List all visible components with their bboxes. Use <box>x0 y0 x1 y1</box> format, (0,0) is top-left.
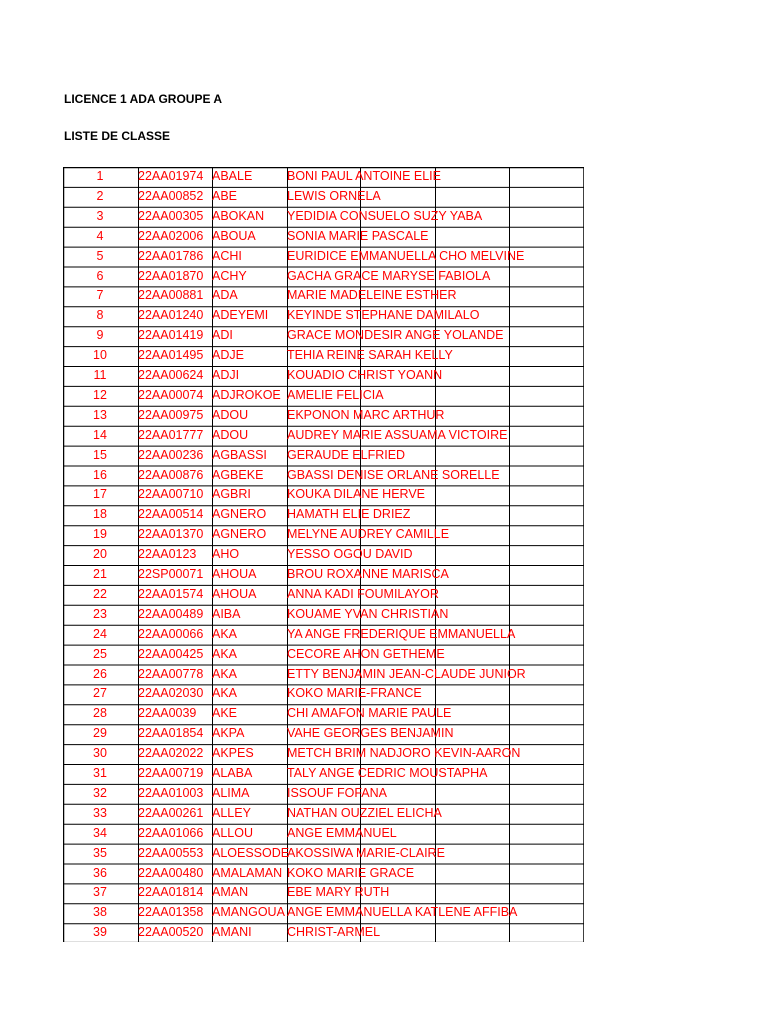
cell-matricule: 22AA01240 <box>138 308 204 323</box>
cell-number: 3 <box>96 208 104 223</box>
table-row <box>63 565 584 585</box>
cell-matricule: 22AA01066 <box>138 825 204 840</box>
cell-number: 4 <box>96 228 104 243</box>
table-row <box>63 286 584 306</box>
table-row <box>63 426 584 446</box>
table-row <box>63 804 584 824</box>
table-row <box>63 247 584 267</box>
cell-nom: ABE <box>212 188 238 203</box>
cell-matricule: 22AA01814 <box>138 885 204 900</box>
cell-number: 10 <box>93 348 107 363</box>
cell-nom: AHO <box>212 547 240 562</box>
cell-number: 6 <box>96 268 104 283</box>
cell-matricule: 22AA01777 <box>138 427 204 442</box>
cell-nom: AGBEKE <box>212 467 264 482</box>
document-subtitle: LISTE DE CLASSE <box>64 129 171 143</box>
cell-nom: ACHI <box>212 248 242 263</box>
cell-number: 36 <box>93 865 107 880</box>
cell-number: 11 <box>93 368 107 382</box>
cell-number: 9 <box>96 328 104 343</box>
cell-nom: ADEYEMI <box>212 308 269 323</box>
cell-matricule: 22AA00514 <box>138 507 204 522</box>
cell-matricule: 22AA01370 <box>138 527 204 542</box>
cell-matricule: 22AA00305 <box>138 208 204 223</box>
cell-nom: ABOUA <box>212 228 256 243</box>
cell-nom: ADOU <box>212 427 249 442</box>
cell-matricule: 22AA00710 <box>138 487 204 502</box>
cell-number: 29 <box>93 726 107 741</box>
cell-nom: AMANGOUA <box>212 905 285 920</box>
cell-nom: AKA <box>212 626 238 641</box>
cell-prenoms: MELYNE AUDREY CAMILLE <box>287 527 450 542</box>
cell-number: 22 <box>93 586 107 601</box>
cell-number: 20 <box>93 547 107 562</box>
cell-number: 16 <box>93 467 107 482</box>
cell-matricule: 22AA00881 <box>138 288 204 303</box>
cell-prenoms: GRACE MONDESIR ANGE YOLANDE <box>287 328 504 343</box>
cell-prenoms: HAMATH ELIE DRIEZ <box>287 507 411 522</box>
cell-prenoms: ANGE EMMANUELLA KATLENE AFFIBA <box>287 905 518 920</box>
table-row <box>63 724 584 744</box>
cell-matricule: 22AA01974 <box>138 169 204 183</box>
table-row <box>63 167 584 187</box>
cell-nom: AGNERO <box>212 507 267 522</box>
cell-matricule: 22AA00852 <box>138 188 204 203</box>
cell-nom: ABOKAN <box>212 208 265 223</box>
table-row <box>63 665 584 685</box>
cell-nom: AKE <box>212 706 238 721</box>
cell-number: 2 <box>96 188 104 203</box>
cell-prenoms: GBASSI DENISE ORLANE SORELLE <box>287 467 500 482</box>
cell-prenoms: ANNA KADI FOUMILAYOR <box>287 586 439 601</box>
table-row <box>63 684 584 704</box>
table-row <box>63 585 584 605</box>
cell-nom: AGNERO <box>212 527 267 542</box>
table-row <box>63 545 584 565</box>
cell-matricule: 22AA01574 <box>138 586 204 601</box>
cell-matricule: 22AA00876 <box>138 467 204 482</box>
cell-nom: ALLEY <box>212 805 251 820</box>
cell-nom: AIBA <box>212 606 241 621</box>
cell-prenoms: VAHE GEORGES BENJAMIN <box>287 726 454 741</box>
cell-nom: ADJROKOE <box>212 387 281 402</box>
table-row <box>63 923 584 943</box>
cell-matricule: 22AA02030 <box>138 686 204 701</box>
table-row <box>63 903 584 923</box>
cell-prenoms: KOUKA DILANE HERVE <box>287 487 426 502</box>
document-title: LICENCE 1 ADA GROUPE A <box>64 92 223 106</box>
cell-prenoms: GERAUDE ELFRIED <box>287 447 406 462</box>
cell-prenoms: CECORE AHON GETHEME <box>287 646 445 661</box>
cell-number: 17 <box>93 487 107 502</box>
table-row <box>63 764 584 784</box>
cell-number: 24 <box>93 626 107 641</box>
table-row <box>63 625 584 645</box>
cell-nom: ALIMA <box>212 785 250 800</box>
cell-nom: AKPA <box>212 726 245 741</box>
class-list-table <box>63 167 584 942</box>
cell-prenoms: METCH BRIM NADJORO KEVIN-AARON <box>287 746 521 761</box>
table-row <box>63 505 584 525</box>
cell-number: 15 <box>93 447 107 462</box>
cell-number: 18 <box>93 507 107 522</box>
cell-number: 13 <box>93 407 107 422</box>
cell-prenoms: ANGE EMMANUEL <box>287 825 397 840</box>
cell-prenoms: YEDIDIA CONSUELO SUZY YABA <box>287 208 483 223</box>
cell-matricule: 22AA00778 <box>138 666 204 681</box>
table-row <box>63 645 584 665</box>
cell-nom: ABALE <box>212 169 253 183</box>
cell-matricule: 22AA02006 <box>138 228 204 243</box>
cell-prenoms: EURIDICE EMMANUELLA CHO MELVINE <box>287 248 525 263</box>
cell-matricule: 22AA00066 <box>138 626 204 641</box>
table-row <box>63 326 584 346</box>
cell-number: 38 <box>93 905 107 920</box>
cell-nom: AGBASSI <box>212 447 267 462</box>
cell-matricule: 22AA01003 <box>138 785 204 800</box>
cell-number: 8 <box>96 308 104 323</box>
cell-prenoms: SONIA MARIE PASCALE <box>287 228 429 243</box>
table-row <box>63 466 584 486</box>
cell-nom: ADA <box>212 288 238 303</box>
cell-number: 33 <box>93 805 107 820</box>
cell-matricule: 22AA0123 <box>138 547 197 562</box>
cell-number: 21 <box>93 567 107 581</box>
table-row <box>63 784 584 804</box>
cell-matricule: 22AA00520 <box>138 925 204 940</box>
cell-nom: AMAN <box>212 885 249 900</box>
cell-matricule: 22AA01870 <box>138 268 204 283</box>
cell-number: 12 <box>93 387 107 402</box>
cell-nom: ADI <box>212 328 233 343</box>
cell-number: 35 <box>93 845 107 860</box>
table-row <box>63 744 584 764</box>
cell-prenoms: TALY ANGE CEDRIC MOUSTAPHA <box>287 766 488 780</box>
table-row <box>63 605 584 625</box>
cell-number: 32 <box>93 785 107 800</box>
cell-matricule: 22AA00975 <box>138 407 204 422</box>
cell-matricule: 22AA00489 <box>138 606 204 621</box>
cell-prenoms: AUDREY MARIE ASSUAMA VICTOIRE <box>287 427 508 442</box>
cell-prenoms: KEYINDE STEPHANE DAMILALO <box>287 308 480 323</box>
cell-nom: AMALAMAN <box>212 865 283 880</box>
cell-matricule: 22AA01854 <box>138 726 204 741</box>
cell-matricule: 22AA01495 <box>138 348 204 363</box>
table-row <box>63 446 584 466</box>
cell-prenoms: TEHIA REINE SARAH KELLY <box>287 348 453 363</box>
table-row <box>63 883 584 903</box>
cell-matricule: 22AA00553 <box>138 845 204 860</box>
cell-matricule: 22AA00719 <box>138 766 204 780</box>
table-row <box>63 824 584 844</box>
cell-nom: ALLOU <box>212 825 253 840</box>
cell-nom: AGBRI <box>212 487 251 502</box>
cell-matricule: 22AA02022 <box>138 746 204 761</box>
cell-prenoms: ISSOUF FOFANA <box>287 785 388 800</box>
table-row <box>63 346 584 366</box>
table-row <box>63 485 584 505</box>
cell-prenoms: KOKO MARIE-FRANCE <box>287 686 422 701</box>
cell-nom: AKA <box>212 666 238 681</box>
cell-nom: AHOUA <box>212 586 257 601</box>
cell-prenoms: BROU ROXANNE MARISCA <box>287 567 449 581</box>
cell-matricule: 22AA00624 <box>138 368 204 382</box>
cell-prenoms: CHI AMAFON MARIE PAULE <box>287 706 452 721</box>
table-row <box>63 525 584 545</box>
cell-number: 1 <box>96 169 104 183</box>
cell-matricule: 22SP00071 <box>138 567 204 581</box>
table-row <box>63 406 584 426</box>
cell-number: 39 <box>93 925 107 940</box>
table-row <box>63 227 584 247</box>
cell-nom: AHOUA <box>212 567 257 581</box>
cell-prenoms: YA ANGE FREDERIQUE EMMANUELLA <box>287 626 516 641</box>
cell-prenoms: MARIE MADELEINE ESTHER <box>287 288 457 303</box>
cell-number: 27 <box>93 686 107 701</box>
cell-nom: ALOESSODE <box>212 845 290 860</box>
cell-prenoms: KOUADIO CHRIST YOANN <box>287 368 443 382</box>
cell-matricule: 22AA01358 <box>138 905 204 920</box>
cell-matricule: 22AA0039 <box>138 706 197 721</box>
cell-number: 5 <box>96 248 104 263</box>
cell-number: 28 <box>93 706 107 721</box>
cell-prenoms: EKPONON MARC ARTHUR <box>287 407 445 422</box>
cell-prenoms: EBE MARY RUTH <box>287 885 390 900</box>
table-row <box>63 207 584 227</box>
cell-matricule: 22AA00425 <box>138 646 204 661</box>
cell-prenoms: NATHAN OUZZIEL ELICHA <box>287 805 442 820</box>
cell-matricule: 22AA00480 <box>138 865 204 880</box>
cell-nom: ADJE <box>212 348 244 363</box>
cell-prenoms: BONI PAUL ANTOINE ELIE <box>287 169 441 183</box>
cell-prenoms: AMELIE FELICIA <box>287 387 384 402</box>
cell-prenoms: CHRIST-ARMEL <box>287 925 381 940</box>
cell-number: 14 <box>93 427 107 442</box>
table-row <box>63 267 584 287</box>
table-row <box>63 844 584 864</box>
table-row <box>63 187 584 207</box>
cell-matricule: 22AA00074 <box>138 387 204 402</box>
cell-number: 34 <box>93 825 107 840</box>
cell-nom: AMANI <box>212 925 252 940</box>
cell-prenoms: KOKO MARIE GRACE <box>287 865 415 880</box>
cell-nom: ALABA <box>212 766 253 780</box>
cell-prenoms: KOUAME YVAN CHRISTIAN <box>287 606 449 621</box>
cell-prenoms: LEWIS ORNELA <box>287 188 381 203</box>
table-row <box>63 306 584 326</box>
cell-matricule: 22AA00261 <box>138 805 204 820</box>
cell-prenoms: ETTY BENJAMIN JEAN-CLAUDE JUNIOR <box>287 666 526 681</box>
cell-number: 30 <box>93 746 107 761</box>
cell-nom: AKA <box>212 646 238 661</box>
table-row <box>63 864 584 884</box>
cell-number: 7 <box>96 288 104 303</box>
cell-matricule: 22AA01786 <box>138 248 204 263</box>
cell-number: 26 <box>93 666 107 681</box>
cell-matricule: 22AA00236 <box>138 447 204 462</box>
cell-prenoms: AKOSSIWA MARIE-CLAIRE <box>287 845 445 860</box>
cell-number: 19 <box>93 527 107 542</box>
cell-matricule: 22AA01419 <box>138 328 204 343</box>
cell-nom: ADOU <box>212 407 249 422</box>
cell-number: 31 <box>93 766 107 780</box>
table-row <box>63 386 584 406</box>
cell-prenoms: YESSO OGOU DAVID <box>287 547 413 562</box>
cell-number: 37 <box>93 885 107 900</box>
cell-number: 25 <box>93 646 107 661</box>
cell-number: 23 <box>93 606 107 621</box>
cell-nom: ADJI <box>212 368 240 382</box>
cell-nom: AKA <box>212 686 238 701</box>
cell-nom: ACHY <box>212 268 247 283</box>
table-row <box>63 704 584 724</box>
cell-nom: AKPES <box>212 746 254 761</box>
cell-prenoms: GACHA GRACE MARYSE FABIOLA <box>287 268 491 283</box>
table-row <box>63 366 584 386</box>
